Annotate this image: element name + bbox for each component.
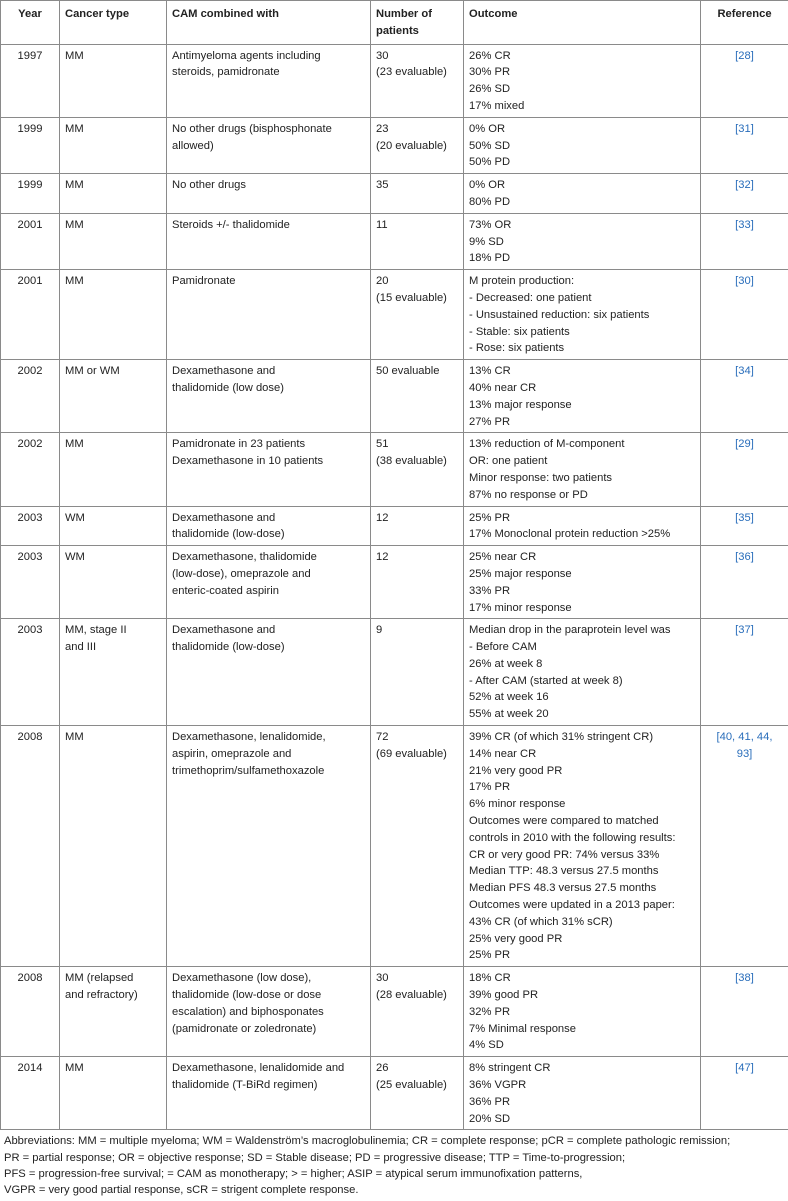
outcome-cell-line: 7% Minimal response — [469, 1021, 695, 1038]
outcome-cell-line: 17% Monoclonal protein reduction >25% — [469, 526, 695, 543]
cam-combined-cell — [167, 546, 371, 619]
cancer-type-cell-line: and refractory) — [65, 987, 161, 1004]
cancer-type-cell-line: MM, stage II — [65, 622, 161, 639]
outcome-cell-line: 73% OR — [469, 217, 695, 234]
outcome-cell — [464, 360, 701, 433]
outcome-cell — [464, 213, 701, 269]
footnote-line: PFS = progression-free survival; = CAM as monotherapy; > = higher; ASIP = atypical serum immunofixation patterns, — [4, 1166, 784, 1182]
patients-cell-line: 30 — [376, 48, 458, 65]
outcome-cell-line: 87% no response or PD — [469, 487, 695, 504]
outcome-cell-line: 13% CR — [469, 363, 695, 380]
year-cell: 2002 — [1, 433, 60, 506]
reference-cell — [701, 546, 788, 619]
outcome-cell-line: 14% near CR — [469, 746, 695, 763]
patients-cell — [371, 619, 464, 726]
table-row — [1, 726, 788, 967]
outcome-cell — [464, 1057, 701, 1130]
reference-link[interactable]: [35] — [706, 510, 783, 527]
reference-cell — [701, 213, 788, 269]
cam-combined-cell-line: thalidomide (low-dose) — [172, 526, 365, 543]
reference-link[interactable]: [29] — [706, 436, 783, 453]
header-row — [1, 1, 788, 45]
table-row — [1, 117, 788, 173]
outcome-cell — [464, 726, 701, 967]
outcome-cell-line: 9% SD — [469, 234, 695, 251]
reference-cell — [701, 360, 788, 433]
year-cell: 1999 — [1, 174, 60, 214]
footnote-line: VGPR = very good partial response, sCR = strigent complete response. — [4, 1182, 784, 1198]
patients-cell-line: (23 evaluable) — [376, 64, 458, 81]
year-cell: 2008 — [1, 967, 60, 1057]
outcome-cell-line: 6% minor response — [469, 796, 695, 813]
reference-cell — [701, 1057, 788, 1130]
cam-combined-cell-line: Dexamethasone, lenalidomide, — [172, 729, 365, 746]
cam-combined-cell-line: aspirin, omeprazole and — [172, 746, 365, 763]
year-cell: 2002 — [1, 360, 60, 433]
table-row — [1, 506, 788, 546]
outcome-cell-line: 26% SD — [469, 81, 695, 98]
year-cell: 2008 — [1, 726, 60, 967]
outcome-cell — [464, 117, 701, 173]
patients-cell — [371, 1057, 464, 1130]
outcome-cell-line: 4% SD — [469, 1037, 695, 1054]
year-cell: 2003 — [1, 506, 60, 546]
cancer-type-cell — [60, 360, 167, 433]
outcome-cell-line: 25% PR — [469, 947, 695, 964]
outcome-cell — [464, 270, 701, 360]
footnote-line: Abbreviations: MM = multiple myeloma; WM = Waldenström’s macroglobulinemia; CR = complete response; pCR = complete pathologic remission; — [4, 1133, 784, 1149]
cam-combined-cell — [167, 726, 371, 967]
cam-combined-cell-line: Dexamethasone and — [172, 622, 365, 639]
outcome-cell-line: 43% CR (of which 31% sCR) — [469, 914, 695, 931]
cancer-type-cell-line: MM — [65, 273, 161, 290]
outcome-cell-line: 26% at week 8 — [469, 656, 695, 673]
cam-combined-cell-line: enteric-coated aspirin — [172, 583, 365, 600]
outcome-cell-line: controls in 2010 with the following results: — [469, 830, 695, 847]
patients-cell-line: 50 evaluable — [376, 363, 458, 380]
outcome-cell-line: OR: one patient — [469, 453, 695, 470]
outcome-cell-line: 30% PR — [469, 64, 695, 81]
header-number-of-patients — [371, 1, 464, 45]
patients-cell — [371, 174, 464, 214]
reference-cell — [701, 44, 788, 117]
patients-cell-line: 9 — [376, 622, 458, 639]
outcome-cell-line: Minor response: two patients — [469, 470, 695, 487]
cam-combined-cell-line: allowed) — [172, 138, 365, 155]
outcome-cell — [464, 433, 701, 506]
patients-cell — [371, 726, 464, 967]
cancer-type-cell — [60, 506, 167, 546]
cam-combined-cell — [167, 270, 371, 360]
cam-combined-cell — [167, 506, 371, 546]
outcome-cell-line: 25% PR — [469, 510, 695, 527]
outcome-cell-line: Outcomes were compared to matched — [469, 813, 695, 830]
header-year: Year — [1, 1, 60, 45]
outcome-cell-line: Median PFS 48.3 versus 27.5 months — [469, 880, 695, 897]
patients-cell-line: 72 — [376, 729, 458, 746]
outcome-cell-line: 39% CR (of which 31% stringent CR) — [469, 729, 695, 746]
outcome-cell-line: 13% reduction of M-component — [469, 436, 695, 453]
outcome-cell-line: 17% minor response — [469, 600, 695, 617]
cam-combined-cell-line: No other drugs (bisphosphonate — [172, 121, 365, 138]
reference-link[interactable]: 93] — [706, 746, 783, 763]
year-cell: 2001 — [1, 213, 60, 269]
cam-combined-cell-line: thalidomide (low-dose or dose — [172, 987, 365, 1004]
table-row — [1, 1057, 788, 1130]
outcome-cell-line: 27% PR — [469, 414, 695, 431]
reference-link[interactable]: [37] — [706, 622, 783, 639]
reference-cell — [701, 174, 788, 214]
reference-link[interactable]: [34] — [706, 363, 783, 380]
reference-link[interactable]: [33] — [706, 217, 783, 234]
cancer-type-cell-line: WM — [65, 549, 161, 566]
outcome-cell-line: Median TTP: 48.3 versus 27.5 months — [469, 863, 695, 880]
patients-cell — [371, 270, 464, 360]
cancer-type-cell-line: MM — [65, 217, 161, 234]
outcome-cell-line: 52% at week 16 — [469, 689, 695, 706]
table-row — [1, 360, 788, 433]
outcome-cell-line: 0% OR — [469, 121, 695, 138]
outcome-cell-line: 17% PR — [469, 779, 695, 796]
outcome-cell-line: 26% CR — [469, 48, 695, 65]
patients-cell — [371, 44, 464, 117]
cancer-type-cell-line: MM — [65, 48, 161, 65]
year-cell: 2003 — [1, 619, 60, 726]
outcome-cell — [464, 506, 701, 546]
outcome-cell-line: 18% CR — [469, 970, 695, 987]
outcome-cell-line: 80% PD — [469, 194, 695, 211]
outcome-cell-line: 50% PD — [469, 154, 695, 171]
header-patients-line: Number of — [376, 6, 458, 23]
patients-cell-line: 20 — [376, 273, 458, 290]
outcome-cell-line: 25% major response — [469, 566, 695, 583]
patients-cell-line: (25 evaluable) — [376, 1077, 458, 1094]
header-cam-combined-with: CAM combined with — [167, 1, 371, 45]
patients-cell — [371, 546, 464, 619]
reference-link[interactable]: [31] — [706, 121, 783, 138]
outcome-cell-line: - Stable: six patients — [469, 324, 695, 341]
cancer-type-cell — [60, 967, 167, 1057]
patients-cell — [371, 967, 464, 1057]
table-row — [1, 174, 788, 214]
cancer-type-cell — [60, 619, 167, 726]
cancer-type-cell-line: MM — [65, 177, 161, 194]
cancer-type-cell-line: MM — [65, 436, 161, 453]
cancer-type-cell-line: MM (relapsed — [65, 970, 161, 987]
outcome-cell-line: 13% major response — [469, 397, 695, 414]
patients-cell — [371, 360, 464, 433]
outcome-cell — [464, 44, 701, 117]
cam-combined-cell — [167, 117, 371, 173]
cam-combined-cell-line: (low-dose), omeprazole and — [172, 566, 365, 583]
outcome-cell-line: 0% OR — [469, 177, 695, 194]
header-outcome: Outcome — [464, 1, 701, 45]
table-row — [1, 967, 788, 1057]
patients-cell-line: 30 — [376, 970, 458, 987]
cam-combined-cell-line: Dexamethasone and — [172, 510, 365, 527]
patients-cell-line: 23 — [376, 121, 458, 138]
year-cell: 1999 — [1, 117, 60, 173]
cam-combined-cell-line: Pamidronate in 23 patients — [172, 436, 365, 453]
cam-combined-cell — [167, 213, 371, 269]
reference-cell — [701, 967, 788, 1057]
cancer-type-cell — [60, 546, 167, 619]
table-row — [1, 44, 788, 117]
reference-link[interactable]: [36] — [706, 549, 783, 566]
reference-link[interactable]: [47] — [706, 1060, 783, 1077]
cancer-type-cell-line: MM or WM — [65, 363, 161, 380]
outcome-cell-line: - Rose: six patients — [469, 340, 695, 357]
table-row — [1, 433, 788, 506]
cancer-type-cell-line: MM — [65, 1060, 161, 1077]
cam-combined-cell-line: No other drugs — [172, 177, 365, 194]
header-patients-line: patients — [376, 23, 458, 40]
patients-cell — [371, 506, 464, 546]
patients-cell-line: (20 evaluable) — [376, 138, 458, 155]
cam-combined-cell — [167, 619, 371, 726]
outcome-cell-line: 17% mixed — [469, 98, 695, 115]
cancer-type-cell — [60, 270, 167, 360]
outcome-cell-line: - After CAM (started at week 8) — [469, 673, 695, 690]
reference-cell — [701, 506, 788, 546]
cancer-type-cell-line: MM — [65, 729, 161, 746]
outcome-cell-line: 21% very good PR — [469, 763, 695, 780]
cam-combined-cell-line: thalidomide (low dose) — [172, 380, 365, 397]
table-row — [1, 619, 788, 726]
patients-cell-line: 35 — [376, 177, 458, 194]
patients-cell-line: 11 — [376, 217, 458, 234]
outcome-cell-line: Median drop in the paraprotein level was — [469, 622, 695, 639]
reference-link[interactable]: [32] — [706, 177, 783, 194]
reference-cell — [701, 619, 788, 726]
outcome-cell-line: 33% PR — [469, 583, 695, 600]
cam-combined-cell-line: Steroids +/- thalidomide — [172, 217, 365, 234]
outcome-cell-line: - Decreased: one patient — [469, 290, 695, 307]
patients-cell-line: 26 — [376, 1060, 458, 1077]
outcome-cell-line: 50% SD — [469, 138, 695, 155]
year-cell: 2014 — [1, 1057, 60, 1130]
header-cancer-type: Cancer type — [60, 1, 167, 45]
outcome-cell-line: 25% very good PR — [469, 931, 695, 948]
cancer-type-cell — [60, 1057, 167, 1130]
patients-cell — [371, 433, 464, 506]
reference-link[interactable]: [40, 41, 44, — [706, 729, 783, 746]
table-row — [1, 546, 788, 619]
outcome-cell-line: 20% SD — [469, 1111, 695, 1128]
patients-cell-line: (38 evaluable) — [376, 453, 458, 470]
outcome-cell — [464, 546, 701, 619]
cam-combined-cell-line: trimethoprim/sulfamethoxazole — [172, 763, 365, 780]
cam-combined-cell — [167, 44, 371, 117]
patients-cell-line: 12 — [376, 549, 458, 566]
patients-cell-line: (15 evaluable) — [376, 290, 458, 307]
cam-combined-cell-line: Dexamethasone, lenalidomide and — [172, 1060, 365, 1077]
outcome-cell-line: 18% PD — [469, 250, 695, 267]
cancer-type-cell — [60, 174, 167, 214]
cancer-type-cell — [60, 117, 167, 173]
header-reference: Reference — [701, 1, 788, 45]
reference-cell — [701, 270, 788, 360]
table-row — [1, 270, 788, 360]
cam-combined-cell-line: steroids, pamidronate — [172, 64, 365, 81]
year-cell: 2003 — [1, 546, 60, 619]
cam-combined-cell-line: Dexamethasone (low dose), — [172, 970, 365, 987]
cancer-type-cell — [60, 726, 167, 967]
table-row — [1, 213, 788, 269]
patients-cell — [371, 213, 464, 269]
cancer-type-cell-line: WM — [65, 510, 161, 527]
outcome-cell-line: M protein production: — [469, 273, 695, 290]
outcome-cell-line: 40% near CR — [469, 380, 695, 397]
patients-cell — [371, 117, 464, 173]
cam-combined-cell — [167, 174, 371, 214]
outcome-cell-line: 36% PR — [469, 1094, 695, 1111]
outcome-cell-line: Outcomes were updated in a 2013 paper: — [469, 897, 695, 914]
reference-link[interactable]: [38] — [706, 970, 783, 987]
cancer-type-cell — [60, 213, 167, 269]
cam-combined-cell — [167, 360, 371, 433]
reference-link[interactable]: [28] — [706, 48, 783, 65]
cam-combined-cell-line: Dexamethasone in 10 patients — [172, 453, 365, 470]
cam-combined-cell — [167, 967, 371, 1057]
cam-combined-cell-line: (pamidronate or zoledronate) — [172, 1021, 365, 1038]
reference-link[interactable]: [30] — [706, 273, 783, 290]
outcome-cell-line: 32% PR — [469, 1004, 695, 1021]
outcome-cell-line: 25% near CR — [469, 549, 695, 566]
outcome-cell-line: - Before CAM — [469, 639, 695, 656]
outcome-cell-line: 36% VGPR — [469, 1077, 695, 1094]
cam-combined-cell-line: Dexamethasone, thalidomide — [172, 549, 365, 566]
year-cell: 2001 — [1, 270, 60, 360]
outcome-cell-line: 55% at week 20 — [469, 706, 695, 723]
reference-cell — [701, 117, 788, 173]
cam-combined-cell-line: thalidomide (T-BiRd regimen) — [172, 1077, 365, 1094]
outcome-cell — [464, 967, 701, 1057]
outcome-cell-line: CR or very good PR: 74% versus 33% — [469, 847, 695, 864]
outcome-cell-line: - Unsustained reduction: six patients — [469, 307, 695, 324]
patients-cell-line: 51 — [376, 436, 458, 453]
patients-cell-line: 12 — [376, 510, 458, 527]
cam-combined-cell — [167, 433, 371, 506]
outcome-cell-line: 8% stringent CR — [469, 1060, 695, 1077]
cam-combined-cell-line: escalation) and biphosponates — [172, 1004, 365, 1021]
cancer-type-cell-line: MM — [65, 121, 161, 138]
patients-cell-line: (69 evaluable) — [376, 746, 458, 763]
cancer-type-cell — [60, 44, 167, 117]
cam-combined-cell — [167, 1057, 371, 1130]
reference-cell — [701, 726, 788, 967]
cam-combined-cell-line: Pamidronate — [172, 273, 365, 290]
reference-cell — [701, 433, 788, 506]
outcome-cell — [464, 174, 701, 214]
patients-cell-line: (28 evaluable) — [376, 987, 458, 1004]
cam-combined-cell-line: thalidomide (low-dose) — [172, 639, 365, 656]
cam-combined-cell-line: Antimyeloma agents including — [172, 48, 365, 65]
footnote-line: PR = partial response; OR = objective response; SD = Stable disease; PD = progressive disease; TTP = Time-to-progression; — [4, 1150, 784, 1166]
outcome-cell-line: 39% good PR — [469, 987, 695, 1004]
year-cell: 1997 — [1, 44, 60, 117]
cancer-type-cell — [60, 433, 167, 506]
cancer-type-cell-line: and III — [65, 639, 161, 656]
outcome-cell — [464, 619, 701, 726]
cam-combined-cell-line: Dexamethasone and — [172, 363, 365, 380]
